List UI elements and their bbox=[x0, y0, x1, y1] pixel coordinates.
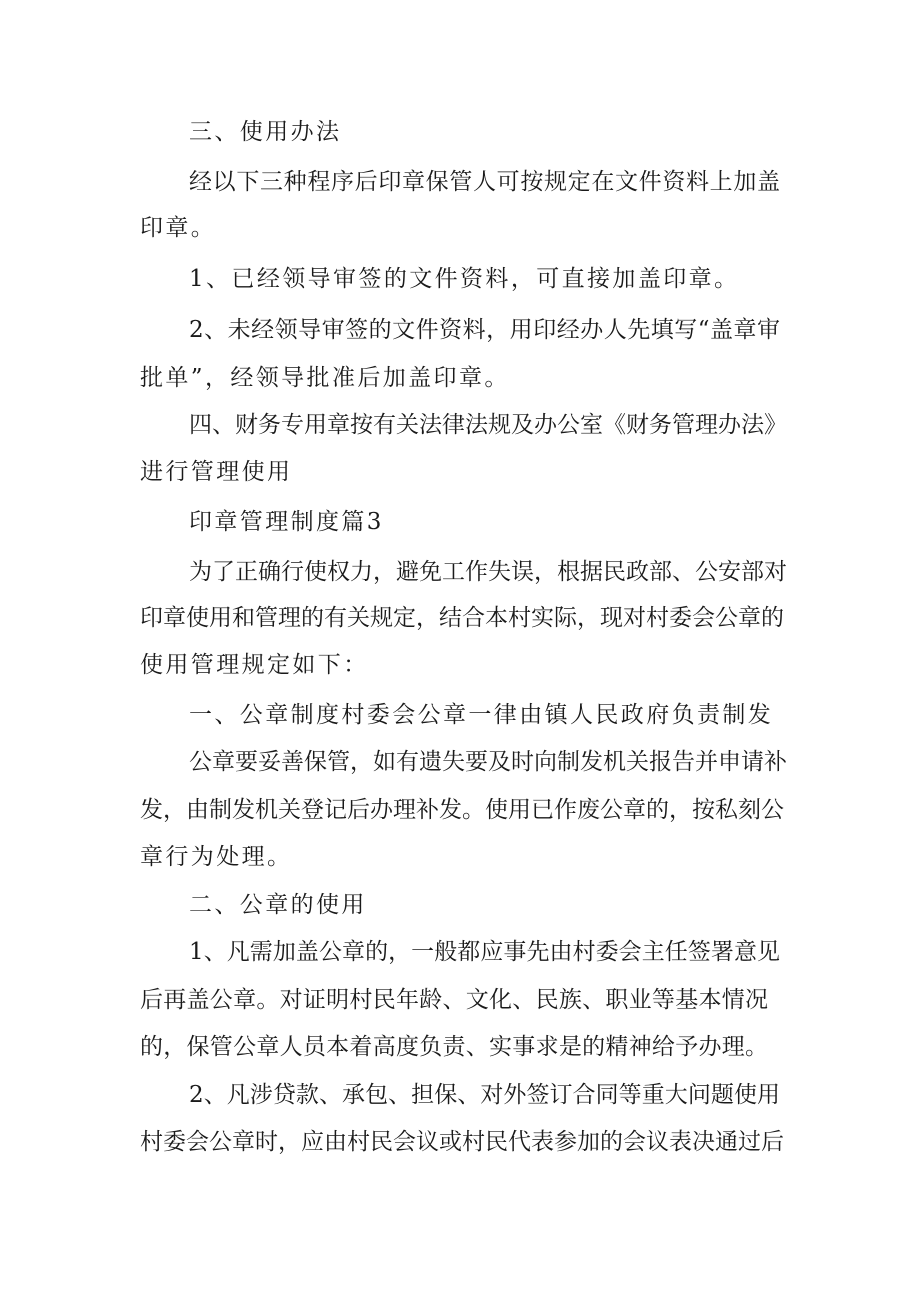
list-item: 村委会公章时，应由村民会议或村民代表参加的会议表决通过后 bbox=[140, 1129, 784, 1155]
section-heading: 三、使用办法 bbox=[189, 119, 342, 145]
paragraph-line: 印章使用和管理的有关规定，结合本村实际，现对村委会公章的 bbox=[140, 605, 784, 631]
section-heading: 二、公章的使用 bbox=[189, 892, 367, 918]
list-item: 1、凡需加盖公章的，一般都应事先由村委会主任签署意见 bbox=[189, 939, 780, 965]
paragraph-line: 公章要妥善保管，如有遗失要及时向制发机关报告并申请补 bbox=[189, 749, 787, 775]
paragraph-line: 使用管理规定如下： bbox=[140, 652, 369, 678]
list-item: 2、未经领导审签的文件资料，用印经办人先填写“盖章审 bbox=[189, 317, 780, 343]
paragraph-line: 章行为处理。 bbox=[140, 844, 293, 870]
section-heading: 四、财务专用章按有关法律法规及办公室《财务管理办法》 bbox=[189, 412, 787, 438]
list-item: 1、已经领导审签的文件资料，可直接加盖印章。 bbox=[189, 266, 740, 292]
article-title: 印章管理制度篇3 bbox=[189, 509, 384, 535]
list-item: 后再盖公章。对证明村民年龄、文化、民族、职业等基本情况 bbox=[140, 987, 768, 1013]
paragraph-line: 经以下三种程序后印章保管人可按规定在文件资料上加盖 bbox=[189, 169, 780, 195]
paragraph-line: 印章。 bbox=[140, 215, 217, 241]
list-item: 2、凡涉贷款、承包、担保、对外签订合同等重大问题使用 bbox=[189, 1082, 780, 1108]
section-heading: 进行管理使用 bbox=[140, 459, 293, 485]
section-heading: 一、公章制度村委会公章一律由镇人民政府负责制发 bbox=[189, 702, 774, 728]
paragraph-line: 发，由制发机关登记后办理补发。使用已作废公章的，按私刻公 bbox=[140, 797, 784, 823]
list-item: 的，保管公章人员本着高度负责、实事求是的精神给予办理。 bbox=[140, 1034, 768, 1060]
paragraph-line: 为了正确行使权力，避免工作失误，根据民政部、公安部对 bbox=[189, 559, 787, 585]
list-item: 批单”，经领导批准后加盖印章。 bbox=[140, 365, 510, 391]
